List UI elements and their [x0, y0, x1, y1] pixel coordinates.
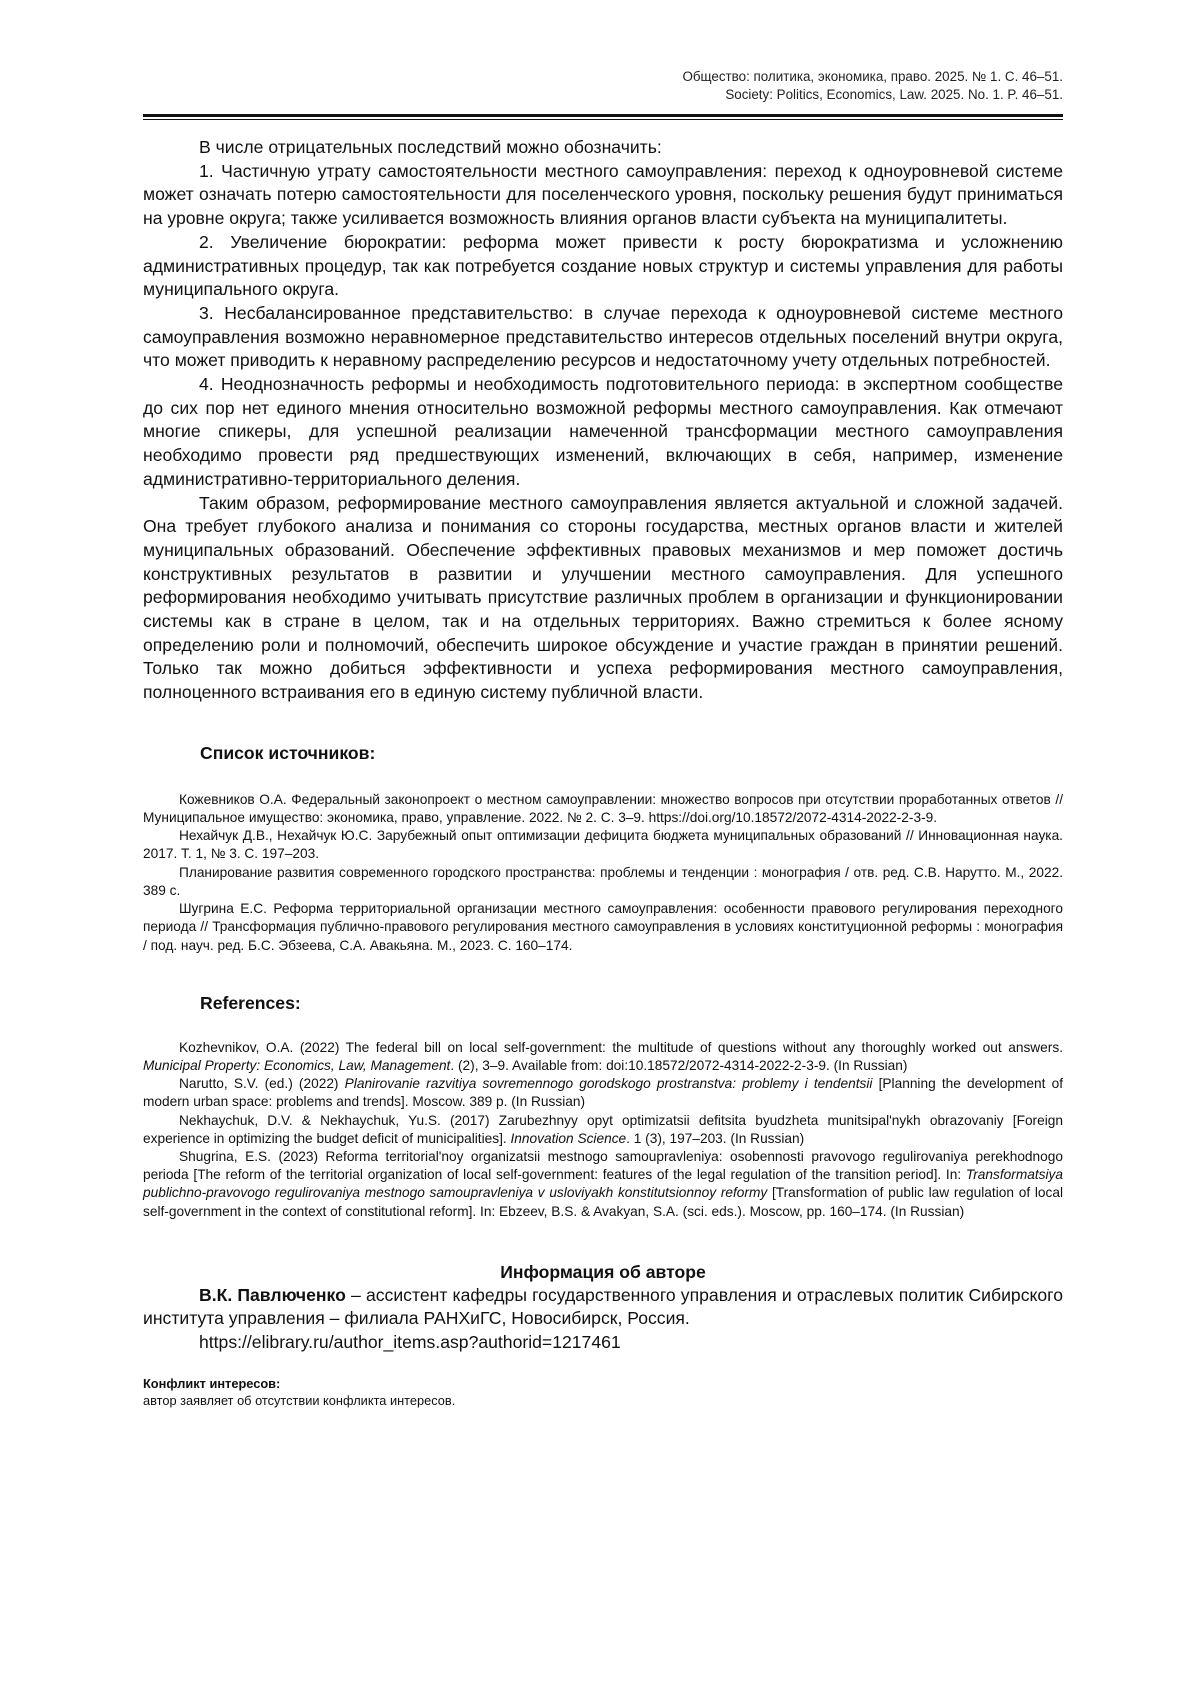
reference-text: . 1 (3), 197–203. (In Russian) — [626, 1130, 805, 1146]
header-citation-en: Society: Politics, Economics, Law. 2025. No. 1. P. 46–51. — [725, 87, 1063, 102]
reference-text: [Transformation of public law regulation of local self-government in the context of constitutional reform]. In: Ebzeev, B.S. & Avakyan, S.A. (sci. eds.). Moscow, pp. 160–174. (In Russian) — [143, 1185, 1063, 1219]
reference-book: Transformatsiya publichno-pravovogo regulirovaniya mestnogo samoupravleniya v usloviyakh konstitutsionnoy reformy — [143, 1167, 1063, 1201]
article-body — [143, 136, 1063, 705]
conflict-label: Конфликт интересов: — [143, 1375, 281, 1391]
article-page — [143, 68, 1063, 1409]
author-bio — [143, 1284, 1063, 1331]
paragraph-consequence-4: 4. Неоднозначность реформы и необходимость подготовительного периода: в экспертном сообществе до сих пор нет единого мнения относительно возможной реформы местного самоуправления. Как отмечают многие спикеры, для успешной реализации намеченной трансформации местного самоуправления необходимо провести ряд предшествующих изменений, включающих в себя, например, изменение административно-территориального деления. — [143, 374, 1063, 489]
references-heading: References: — [200, 992, 301, 1013]
reference-text: [Planning the development of modern urban space: problems and trends]. Moscow. 389 p. (In Russian) — [143, 1076, 1063, 1110]
paragraph-conclusion: Таким образом, реформирование местного самоуправления является актуальной и сложной задачей. Она требует глубокого анализа и понимания со стороны государства, местных органов власти и жителей муниципальных образований. Обеспечение эффективных правовых механизмов и мер поможет достичь конструктивных результатов в развитии и улучшении местного самоуправления. Для успешного реформирования необходимо учитывать присутствие различных проблем в организации и функционировании системы как в стране в целом, так и на отдельных территориях. Важно стремиться к более ясному определению роли и полномочий, обеспечить широкое обсуждение и участие граждан в принятии решений. Только так можно добиться эффективности и успеха реформирования местного самоуправления, полноценного встраивания его в единую систему публичной власти. — [143, 492, 1063, 703]
source-item: Планирование развития современного городского пространства: проблемы и тенденции : монография / отв. ред. С.В. Нарутто. М., 2022. 389 с. — [143, 864, 1063, 898]
header-citation-ru: Общество: политика, экономика, право. 2025. № 1. С. 46–51. — [682, 69, 1063, 84]
sources-heading: Список источников: — [200, 742, 376, 763]
reference-item — [143, 1112, 1063, 1148]
paragraph-consequence-2: 2. Увеличение бюрократии: реформа может привести к росту бюрократизма и усложнению административных процедур, так как потребуется создание новых структур и системы управления для работы муниципального округа. — [143, 231, 1063, 300]
paragraph-consequence-3: 3. Несбалансированное представительство: в случае перехода к одноуровневой системе местного самоуправления возможно неравномерное представительство интересов отдельных поселений внутри округа, что может приводить к неравному распределению ресурсов и недостаточному учету отдельных потребностей. — [143, 302, 1063, 371]
author-affiliation: – ассистент кафедры государственного управления и отраслевых политик Сибирского института управления – филиала РАНХиГС, Новосибирск, Россия. — [143, 1284, 1063, 1329]
conflict-text: автор заявляет об отсутствии конфликта интересов. — [143, 1392, 456, 1408]
running-header — [143, 68, 1063, 104]
author-info — [143, 1284, 1063, 1355]
reference-item — [143, 1075, 1063, 1111]
reference-item — [143, 1039, 1063, 1075]
references-list — [143, 1039, 1063, 1221]
author-name: В.К. Павлюченко — [199, 1284, 346, 1305]
reference-title: Planirovanie razvitiya sovremennogo gorodskogo prostranstva: problemy i tendentsii — [344, 1076, 873, 1092]
reference-journal: Municipal Property: Economics, Law, Management — [143, 1057, 451, 1073]
reference-journal: Innovation Science — [510, 1130, 627, 1146]
reference-text: Nekhaychuk, D.V. & Nekhaychuk, Yu.S. (2017) Zarubezhnyy opyt optimizatsii defitsita byudzheta munitsipal'nykh obrazovaniy [Foreign experience in optimizing the budget deficit of municipalities]. — [143, 1112, 1063, 1146]
reference-text: Kozhevnikov, O.A. (2022) The federal bill on local self-government: the multitude of questions without any thoroughly worked out answers. — [179, 1039, 1063, 1055]
author-info-heading: Информация об авторе — [500, 1261, 706, 1282]
reference-text: Shugrina, E.S. (2023) Reforma territorial'noy organizatsii mestnogo samoupravleniya: osobennosti pravovogo regulirovaniya perekhodnogo perioda [The reform of the territorial organization of local self-government: features of the legal regulation of the transition period]. In: — [143, 1148, 1063, 1183]
paragraph-intro: В числе отрицательных последствий можно обозначить: — [199, 137, 662, 157]
source-item: Кожевников О.А. Федеральный законопроект о местном самоуправлении: множество вопросов при отсутствии проработанных ответов // Муниципальное имущество: экономика, право, управление. 2022. № 2. С. 3–9. https://doi.org/10.18572/2072-4314-2022-2-3-9. — [143, 791, 1063, 826]
reference-item — [143, 1148, 1063, 1221]
conflict-of-interest — [143, 1375, 1063, 1409]
author-profile-link[interactable]: https://elibrary.ru/author_items.asp?authorid=1217461 — [199, 1332, 621, 1353]
reference-text: Narutto, S.V. (ed.) (2022) — [179, 1076, 345, 1092]
source-item: Нехайчук Д.В., Нехайчук Ю.С. Зарубежный опыт оптимизации дефицита бюджета муниципальных образований // Инновационная наука. 2017. Т. 1, № 3. С. 197–203. — [143, 828, 1063, 862]
source-item: Шугрина Е.С. Реформа территориальной организации местного самоуправления: особенности правового регулирования переходного периода // Трансформация публично-правового регулирования местного самоуправления в условиях конституционной реформы : монография / под. науч. ред. Б.С. Эбзеева, С.А. Авакьяна. М., 2023. С. 160–174. — [143, 901, 1063, 953]
reference-text: . (2), 3–9. Available from: doi:10.18572/2072-4314-2022-2-3-9. (In Russian) — [450, 1057, 908, 1073]
header-rule — [143, 114, 1063, 120]
sources-list — [143, 791, 1063, 955]
paragraph-consequence-1: 1. Частичную утрату самостоятельности местного самоуправления: переход к одноуровневой системе может означать потерю самостоятельности для поселенческого уровня, поскольку решения будут приниматься на уровне округа; также усиливается возможность влияния органов власти субъекта на муниципалитеты. — [143, 160, 1063, 229]
